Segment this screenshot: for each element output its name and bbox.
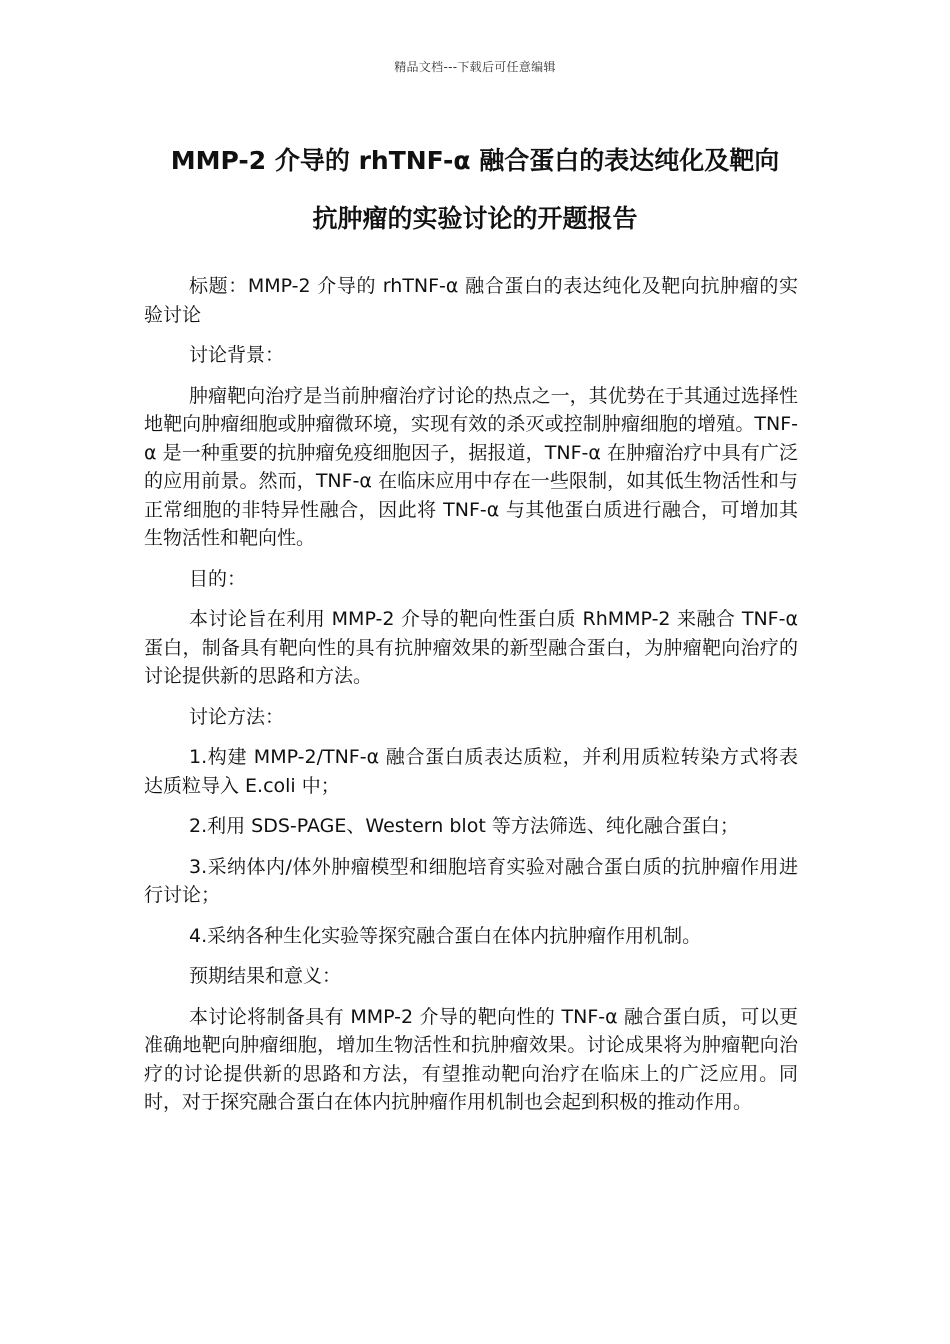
method-item-2: 2.利用 SDS-PAGE、Western blot 等方法筛选、纯化融合蛋白；: [189, 815, 739, 837]
title-line-2: 抗肿瘤的实验讨论的开题报告: [312, 204, 638, 233]
document-body: [144, 272, 798, 1129]
method-item-4: 4.采纳各种生化实验等探究融合蛋白在体内抗肿瘤作用机制。: [189, 924, 702, 947]
section-heading-expected-results: 预期结果和意义：: [189, 965, 342, 987]
header-note: 精品文档---下载后可任意编辑: [394, 60, 556, 74]
section-heading-purpose: 目的：: [189, 567, 247, 590]
method-item-3: 3.采纳体内/体外肿瘤模型和细胞培育实验对融合蛋白质的抗肿瘤作用进行讨论；: [144, 855, 798, 906]
purpose-paragraph: 本讨论旨在利用 MMP-2 介导的靶向性蛋白质 RhMMP-2 来融合 TNF-α 蛋白，制备具有靶向性的具有抗肿瘤效果的新型融合蛋白，为肿瘤靶向治疗的讨论提供新的思路和方法。: [144, 608, 798, 687]
document-title: [100, 132, 850, 248]
method-item-1: 1.构建 MMP-2/TNF-α 融合蛋白质表达质粒，并利用质粒转染方式将表达质粒导入 E.coli 中；: [144, 746, 798, 797]
section-heading-methods: 讨论方法：: [189, 705, 285, 728]
expected-results-paragraph: 本讨论将制备具有 MMP-2 介导的靶向性的 TNF-α 融合蛋白质，可以更准确地靶向肿瘤细胞，增加生物活性和抗肿瘤效果。讨论成果将为肿瘤靶向治疗的讨论提供新的思路和方法，有望推动靶向治疗在临床上的广泛应用。同时，对于探究融合蛋白在体内抗肿瘤作用机制也会起到积极的推动作用。: [144, 1005, 798, 1113]
title-paragraph: 标题：MMP-2 介导的 rhTNF-α 融合蛋白的表达纯化及靶向抗肿瘤的实验讨论: [144, 275, 798, 326]
section-heading-background: 讨论背景：: [189, 344, 285, 366]
background-paragraph: 肿瘤靶向治疗是当前肿瘤治疗讨论的热点之一，其优势在于其通过选择性地靶向肿瘤细胞或肿瘤微环境，实现有效的杀灭或控制肿瘤细胞的增殖。TNF-α 是一种重要的抗肿瘤免疫细胞因子，据报道，TNF-α 在肿瘤治疗中具有广泛的应用前景。然而，TNF-α 在临床应用中存在一些限制，如其低生物活性和与正常细胞的非特异性融合，因此将 TNF-α 与其他蛋白质进行融合，可增加其生物活性和靶向性。: [144, 384, 798, 549]
title-line-1: MMP-2 介导的 rhTNF-α 融合蛋白的表达纯化及靶向: [170, 146, 780, 175]
